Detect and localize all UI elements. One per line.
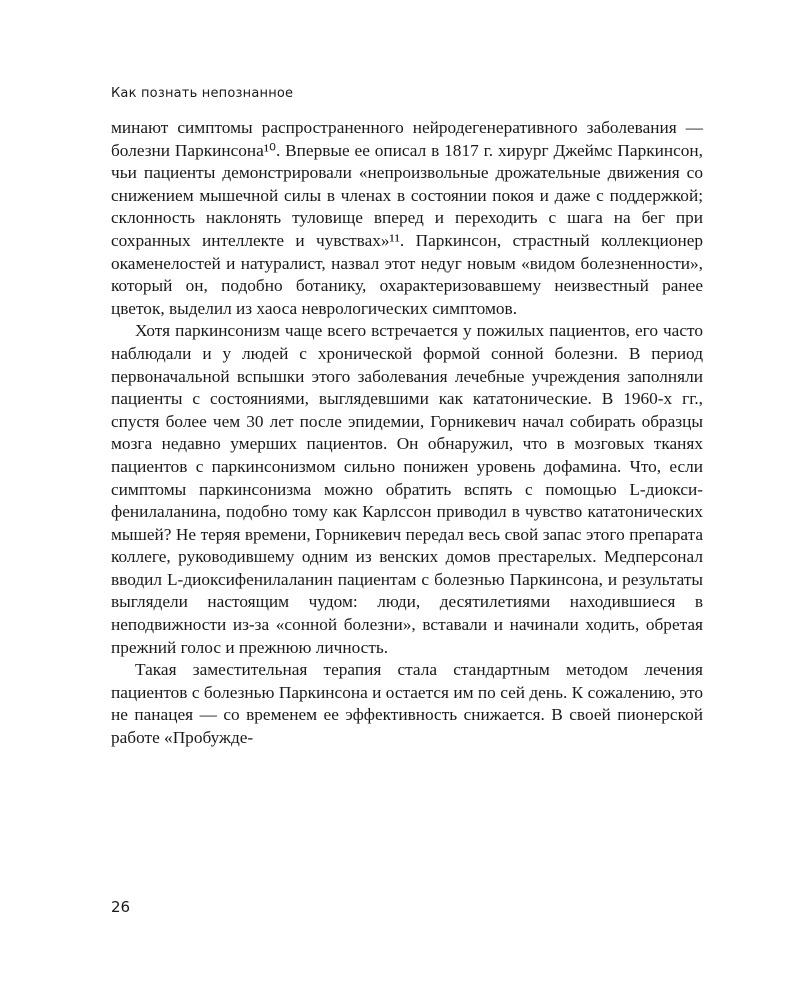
paragraph-3: Такая заместительная терапия стала стандартным методом лечения пациентов с болезнью Паркинсона и остается им по сей день. К сожалению, это не панацея — со временем ее эффективность снижается. В своей пионерской работе «Пробужде- xyxy=(111,660,703,748)
paragraph-2: Хотя паркинсонизм чаще всего встречается у пожилых пациентов, его часто наблюдали и у людей с хронической формой сонной болезни. В период первоначальной вспышки этого заболевания лечебные учреждения заполняли пациенты с состояниями, выглядевшими как кататонические. В 1960-х гг., спустя более чем 30 лет после эпидемии, Горникевич начал собирать образцы мозга недавно умерших пациентов. Он обнаружил, что в мозговых тканях пациентов с паркинсонизмом сильно понижен уровень дофамина. Что, если симптомы паркинсонизма можно обратить вспять с помощью L-диоксифенилаланина, подобно тому как Карлссон приводил в чувство кататонических мышей? Не теряя времени, Горникевич передал весь свой запас этого препарата коллеге, руководившему одним из венских домов престарелых. Медперсонал вводил L-диоксифенилаланин пациентам с болезнью Паркинсона, и результаты выглядели настоящим чудом: люди, десятилетиями находившиеся в неподвижности из-за «сонной болезни», вставали и начинали ходить, обретая прежний голос и прежнюю личность. xyxy=(111,321,703,657)
body-text xyxy=(111,117,703,750)
running-head: Как познать непознанное xyxy=(111,86,294,101)
paragraph-1: минают симптомы распространенного нейродегенеративного заболевания — болезни Паркинсона¹⁰. Впервые ее описал в 1817 г. хирург Джеймс Паркинсон, чьи пациенты демонстрировали «непроизвольные дрожательные движения со снижением мышечной силы в членах в состоянии покоя и даже с поддержкой; склонность наклонять туловище вперед и переходить с шага на бег при сохранных интеллекте и чувствах»¹¹. Паркинсон, страстный коллекционер окаменелостей и натуралист, назвал этот недуг новым «видом болезненности», который он, подобно ботанику, охарактеризовавшему неизвестный ранее цветок, выделил из хаоса неврологических симптомов. xyxy=(111,118,703,318)
page-number: 26 xyxy=(111,898,131,916)
